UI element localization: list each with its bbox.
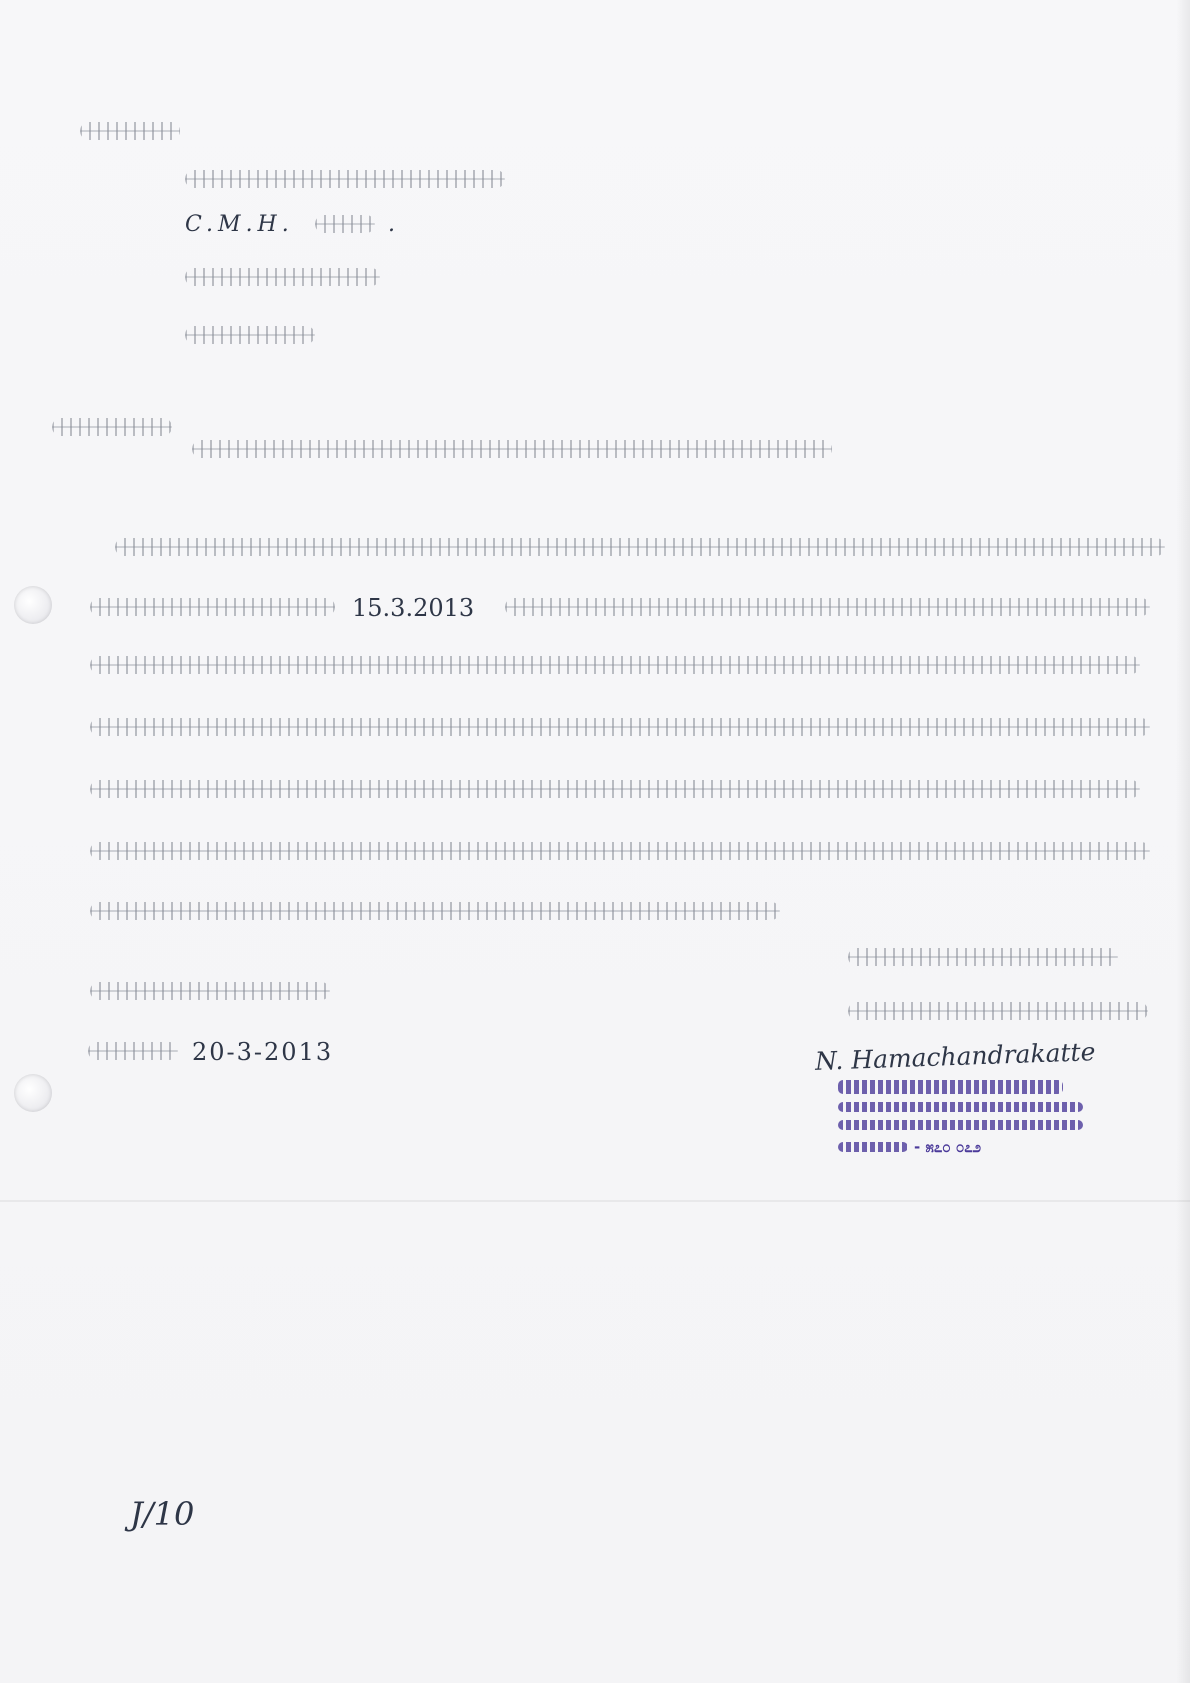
closing-thanks bbox=[848, 948, 1118, 966]
closing-yours-faithfully bbox=[848, 1002, 1148, 1020]
stamp-number: - ೫೭೦ ೦೭೨ bbox=[914, 1138, 982, 1156]
event-date: 15.3.2013 bbox=[352, 594, 475, 622]
body-line-3 bbox=[90, 656, 1140, 674]
date-label bbox=[88, 1042, 178, 1060]
punch-hole-top bbox=[14, 586, 52, 624]
date-line bbox=[88, 1038, 408, 1068]
letter-date: 20-3-2013 bbox=[192, 1038, 334, 1066]
body-line-2 bbox=[90, 594, 1150, 624]
stamp-city bbox=[838, 1142, 908, 1152]
body-line-6 bbox=[90, 842, 1150, 860]
body-line-1 bbox=[115, 538, 1165, 556]
greeting bbox=[52, 418, 172, 436]
stamp-line-2 bbox=[838, 1102, 1083, 1112]
subject-line bbox=[192, 440, 832, 458]
place-line bbox=[90, 982, 330, 1000]
fold-line bbox=[0, 1200, 1190, 1202]
body-line-2-part-b bbox=[505, 598, 1150, 616]
address-line-3 bbox=[185, 268, 380, 286]
page-edge-shadow bbox=[1176, 0, 1190, 1683]
address-road-code: C.M.H. bbox=[185, 212, 294, 237]
signature: N. Hamachandrakatte bbox=[814, 1037, 1096, 1076]
body-line-4 bbox=[90, 718, 1150, 736]
address-line-1 bbox=[185, 170, 505, 188]
stamp-line-1 bbox=[838, 1080, 1063, 1094]
body-line-7 bbox=[90, 902, 780, 920]
headmaster-stamp bbox=[838, 1080, 1098, 1164]
addressee-heading bbox=[80, 122, 180, 140]
page-annotation: J/10 bbox=[130, 1495, 195, 1533]
address-line-4 bbox=[185, 326, 315, 344]
stamp-line-3 bbox=[838, 1120, 1083, 1130]
address-road-word bbox=[315, 215, 375, 233]
punch-hole-bottom bbox=[14, 1074, 52, 1112]
address-line-2-dot: . bbox=[387, 212, 395, 237]
body-line-5 bbox=[90, 780, 1140, 798]
address-line-2 bbox=[185, 212, 395, 237]
body-line-2-part-a bbox=[90, 598, 335, 616]
